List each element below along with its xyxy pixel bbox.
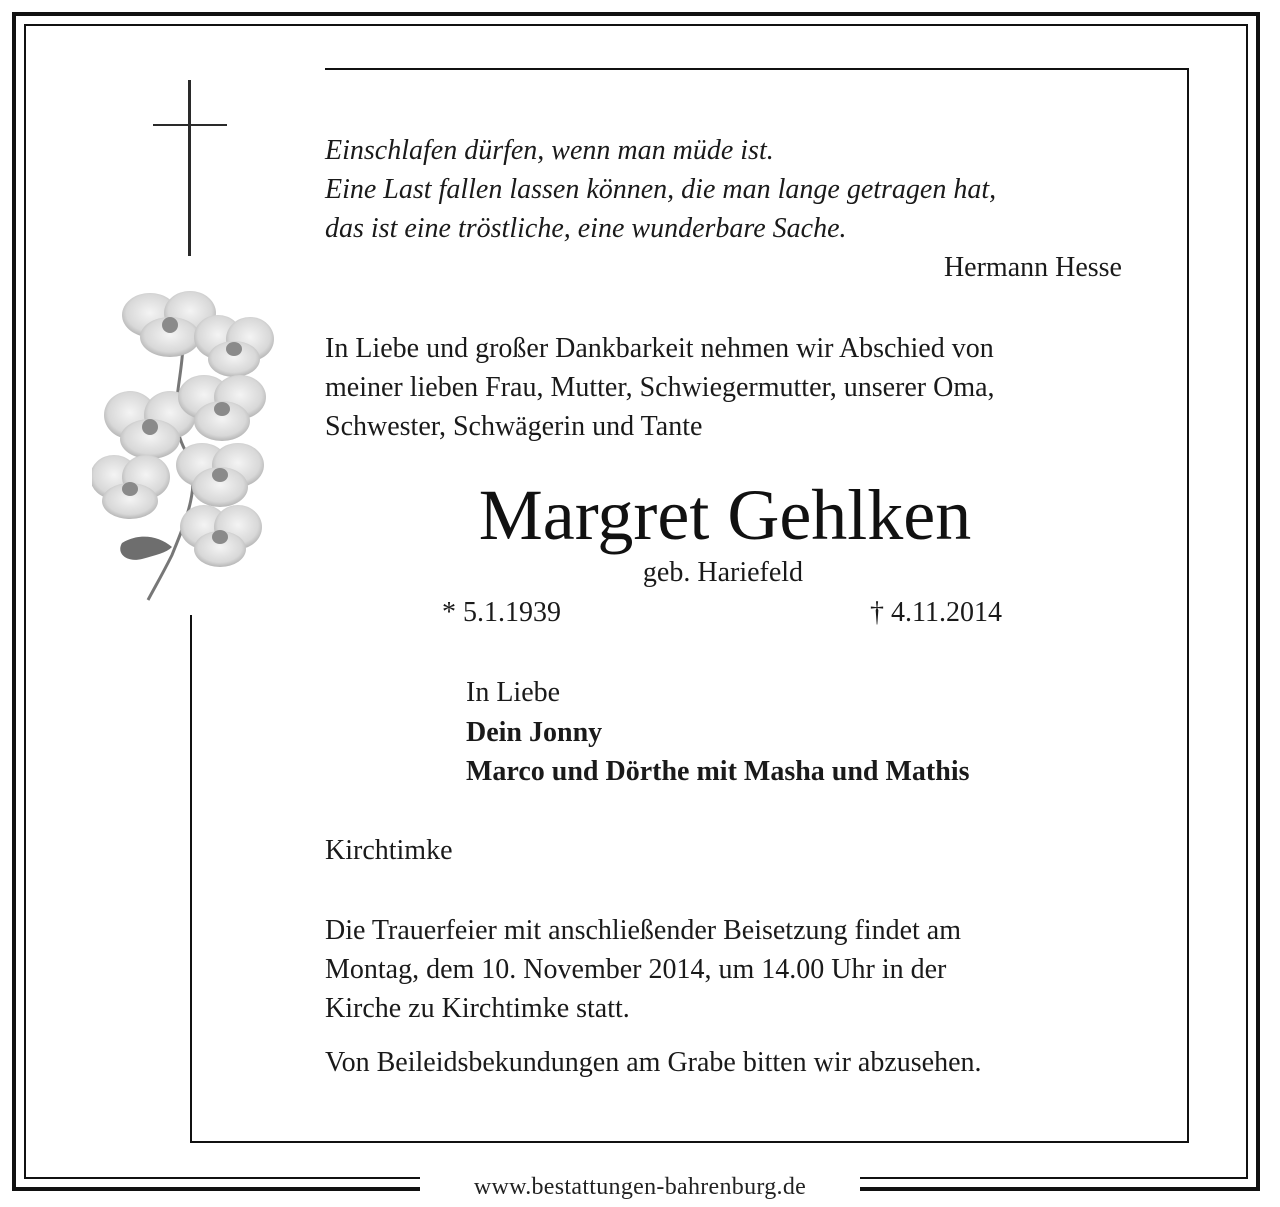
funeral-line: Kirche zu Kirchtimke statt. — [325, 993, 630, 1024]
content-border-right — [1187, 68, 1189, 1143]
funeral-line: Die Trauerfeier mit anschließender Beisetzung findet am — [325, 915, 962, 946]
death-date: † 4.11.2014 — [870, 597, 1002, 628]
intro-line: In Liebe und großer Dankbarkeit nehmen wir Abschied von — [325, 333, 994, 364]
mourner-names — [466, 713, 970, 791]
mourner-name: Marco und Dörthe mit Masha und Mathis — [466, 756, 970, 787]
quote-line: Eine Last fallen lassen können, die man lange getragen hat, — [325, 174, 997, 205]
orchid-icon — [92, 285, 274, 605]
intro-line: Schwester, Schwägerin und Tante — [325, 411, 703, 442]
birth-date: * 5.1.1939 — [442, 597, 561, 628]
in-love-label: In Liebe — [466, 677, 561, 708]
funeral-notice — [325, 911, 961, 1028]
place-name: Kirchtimke — [325, 835, 453, 866]
maiden-name: geb. Hariefeld — [642, 557, 804, 588]
condolence-notice: Von Beileidsbekundungen am Grabe bitten wir abzusehen. — [325, 1047, 982, 1078]
intro-line: meiner lieben Frau, Mutter, Schwiegermutter, unserer Oma, — [325, 372, 995, 403]
content-border-top — [325, 68, 1189, 70]
farewell-intro — [325, 329, 995, 446]
quote-author: Hermann Hesse — [943, 252, 1122, 283]
footer-url[interactable]: www.bestattungen-bahrenburg.de — [473, 1174, 807, 1200]
content-border-left — [190, 615, 192, 1143]
hesse-quote — [325, 131, 996, 248]
funeral-line: Montag, dem 10. November 2014, um 14.00 Uhr in der — [325, 954, 947, 985]
quote-line: das ist eine tröstliche, eine wunderbare Sache. — [325, 213, 847, 244]
quote-line: Einschlafen dürfen, wenn man müde ist. — [325, 135, 774, 166]
content-border-bottom — [190, 1141, 1189, 1143]
mourner-name: Dein Jonny — [466, 717, 603, 748]
deceased-name: Margret Gehlken — [478, 475, 972, 555]
